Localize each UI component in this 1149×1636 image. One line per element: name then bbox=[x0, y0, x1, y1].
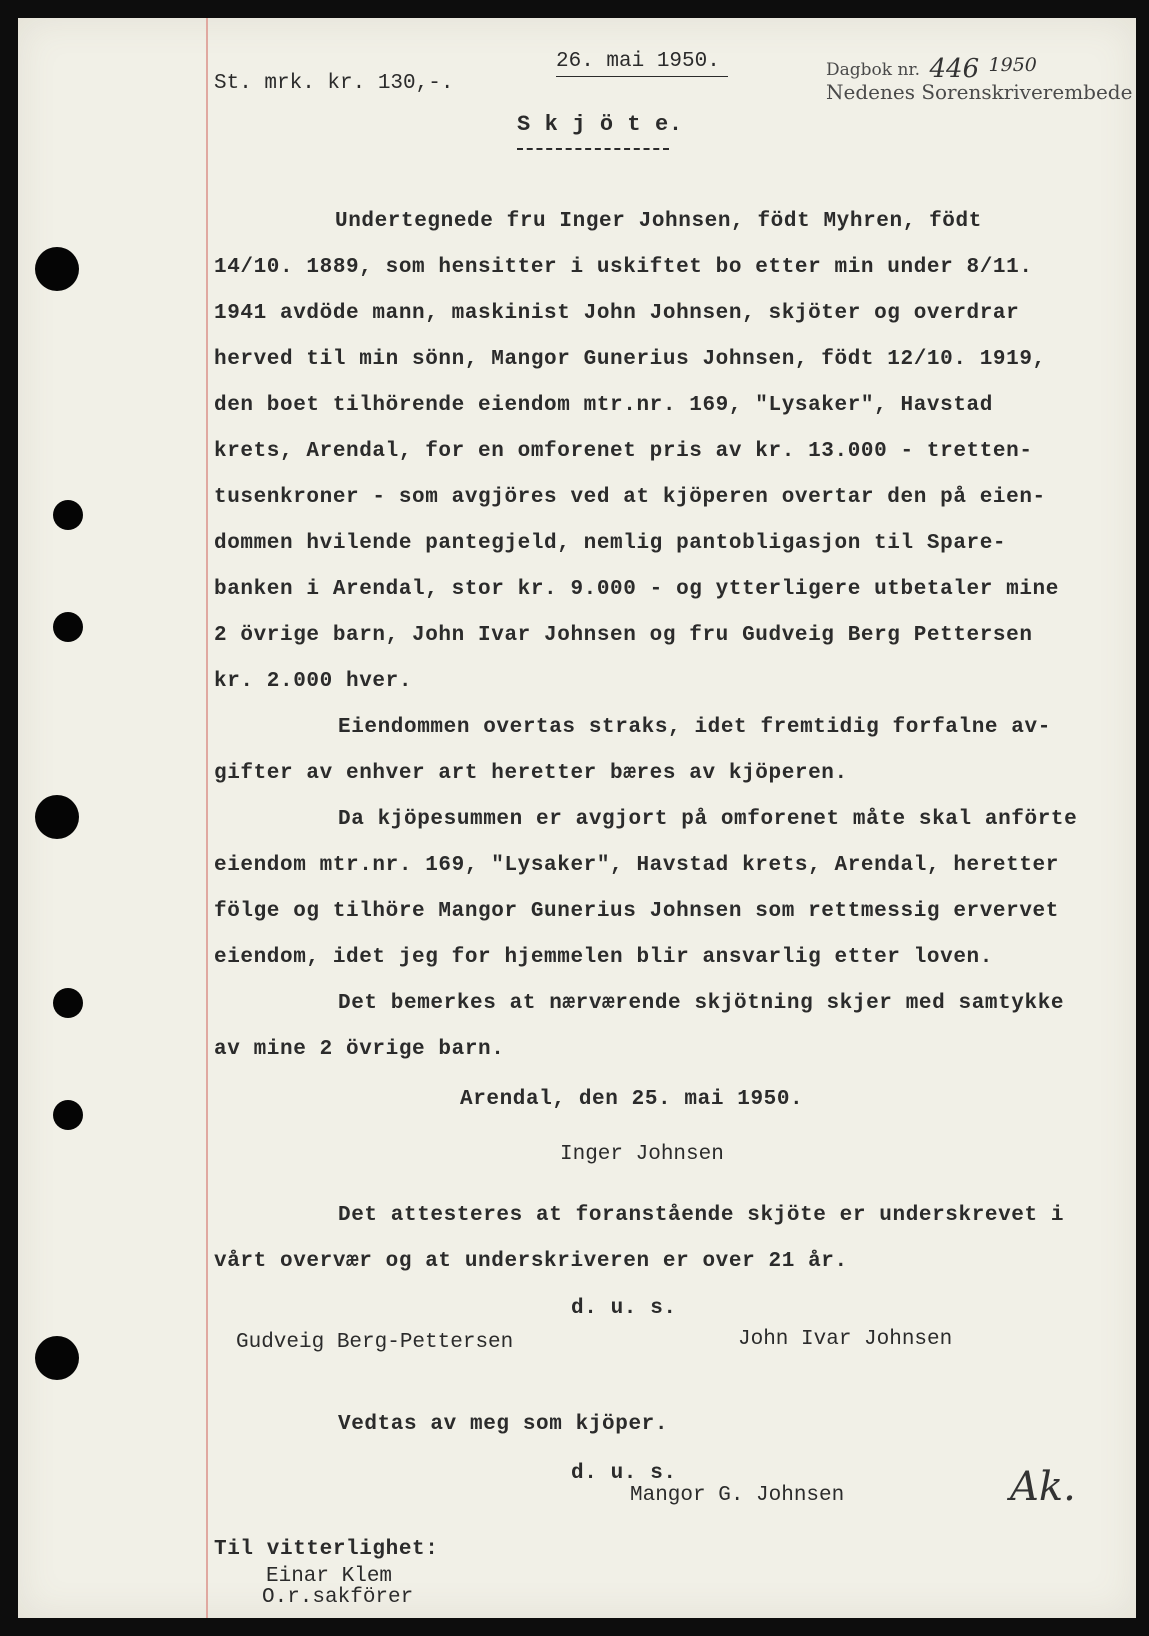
body-line-12: Eiendommen overtas straks, idet fremtidig forfalne av- bbox=[338, 716, 1051, 739]
buyer-signature: Mangor G. Johnsen bbox=[630, 1484, 845, 1507]
body-line-9: banken i Arendal, stor kr. 9.000 - og ytterligere utbetaler mine bbox=[214, 578, 1059, 601]
register-label: Dagbok nr. bbox=[826, 60, 921, 80]
body-line-5: den boet tilhörende eiendom mtr.nr. 169, "Lysaker", Havstad bbox=[214, 394, 993, 417]
attestation-line-1: Det attesteres at foranstående skjöte er underskrevet i bbox=[338, 1204, 1065, 1227]
punch-hole bbox=[53, 988, 83, 1018]
body-line-13: gifter av enhver art heretter bæres av kjöperen. bbox=[214, 762, 848, 785]
punch-hole bbox=[35, 247, 79, 291]
document-date: 26. mai 1950. bbox=[556, 50, 720, 73]
register-year: 1950 bbox=[988, 54, 1037, 76]
body-line-11: kr. 2.000 hver. bbox=[214, 670, 413, 693]
body-line-4: herved til min sönn, Mangor Gunerius Johnsen, födt 12/10. 1919, bbox=[214, 348, 1046, 371]
stamp-duty: St. mrk. kr. 130,-. bbox=[214, 72, 454, 95]
body-line-8: dommen hvilende pantegjeld, nemlig pantobligasjon til Spare- bbox=[214, 532, 1007, 555]
place-date: Arendal, den 25. mai 1950. bbox=[460, 1088, 804, 1111]
body-line-7: tusenkroner - som avgjöres ved at kjöperen overtar den på eien- bbox=[214, 486, 1046, 509]
witness-name: Einar Klem bbox=[266, 1565, 393, 1588]
witness-title: O.r.sakförer bbox=[262, 1586, 414, 1609]
body-line-2: 14/10. 1889, som hensitter i uskiftet bo etter min under 8/11. bbox=[214, 256, 1033, 279]
margin-line bbox=[206, 18, 208, 1618]
body-line-16: fölge og tilhöre Mangor Gunerius Johnsen som rettmessig ervervet bbox=[214, 900, 1059, 923]
date-underline bbox=[556, 76, 728, 77]
body-line-19: av mine 2 övrige barn. bbox=[214, 1038, 505, 1061]
dus-2: d. u. s. bbox=[571, 1462, 677, 1485]
punch-hole bbox=[35, 1336, 79, 1380]
handwritten-initials: Ak. bbox=[1010, 1464, 1076, 1510]
body-line-17: eiendom, idet jeg for hjemmelen blir ansvarlig etter loven. bbox=[214, 946, 993, 969]
witness-1-signature: Gudveig Berg-Pettersen bbox=[236, 1331, 514, 1354]
office-stamp: Nedenes Sorenskriverembede bbox=[826, 80, 1133, 104]
register-number: 446 bbox=[929, 54, 980, 84]
acceptance: Vedtas av meg som kjöper. bbox=[338, 1413, 669, 1436]
body-line-15: eiendom mtr.nr. 169, "Lysaker", Havstad krets, Arendal, heretter bbox=[214, 854, 1059, 877]
title-underline bbox=[517, 148, 669, 150]
seller-signature: Inger Johnsen bbox=[560, 1143, 724, 1166]
body-line-1: Undertegnede fru Inger Johnsen, födt Myhren, födt bbox=[335, 210, 982, 233]
attestation-line-2: vårt overvær og at underskriveren er over 21 år. bbox=[214, 1250, 848, 1273]
body-line-10: 2 övrige barn, John Ivar Johnsen og fru Gudveig Berg Pettersen bbox=[214, 624, 1033, 647]
punch-hole bbox=[53, 612, 83, 642]
punch-hole bbox=[53, 1100, 83, 1130]
punch-hole bbox=[35, 795, 79, 839]
body-line-18: Det bemerkes at nærværende skjötning skjer med samtykke bbox=[338, 992, 1065, 1015]
witness-2-signature: John Ivar Johnsen bbox=[738, 1328, 953, 1351]
body-line-3: 1941 avdöde mann, maskinist John Johnsen, skjöter og overdrar bbox=[214, 302, 1020, 325]
register-stamp bbox=[826, 52, 1037, 84]
document-title: S k j ö t e. bbox=[517, 112, 683, 137]
body-line-6: krets, Arendal, for en omforenet pris av kr. 13.000 - tretten- bbox=[214, 440, 1033, 463]
dus-1: d. u. s. bbox=[571, 1297, 677, 1320]
body-line-14: Da kjöpesummen er avgjort på omforenet måte skal anförte bbox=[338, 808, 1078, 831]
punch-hole bbox=[53, 500, 83, 530]
witness-label: Til vitterlighet: bbox=[214, 1538, 439, 1561]
